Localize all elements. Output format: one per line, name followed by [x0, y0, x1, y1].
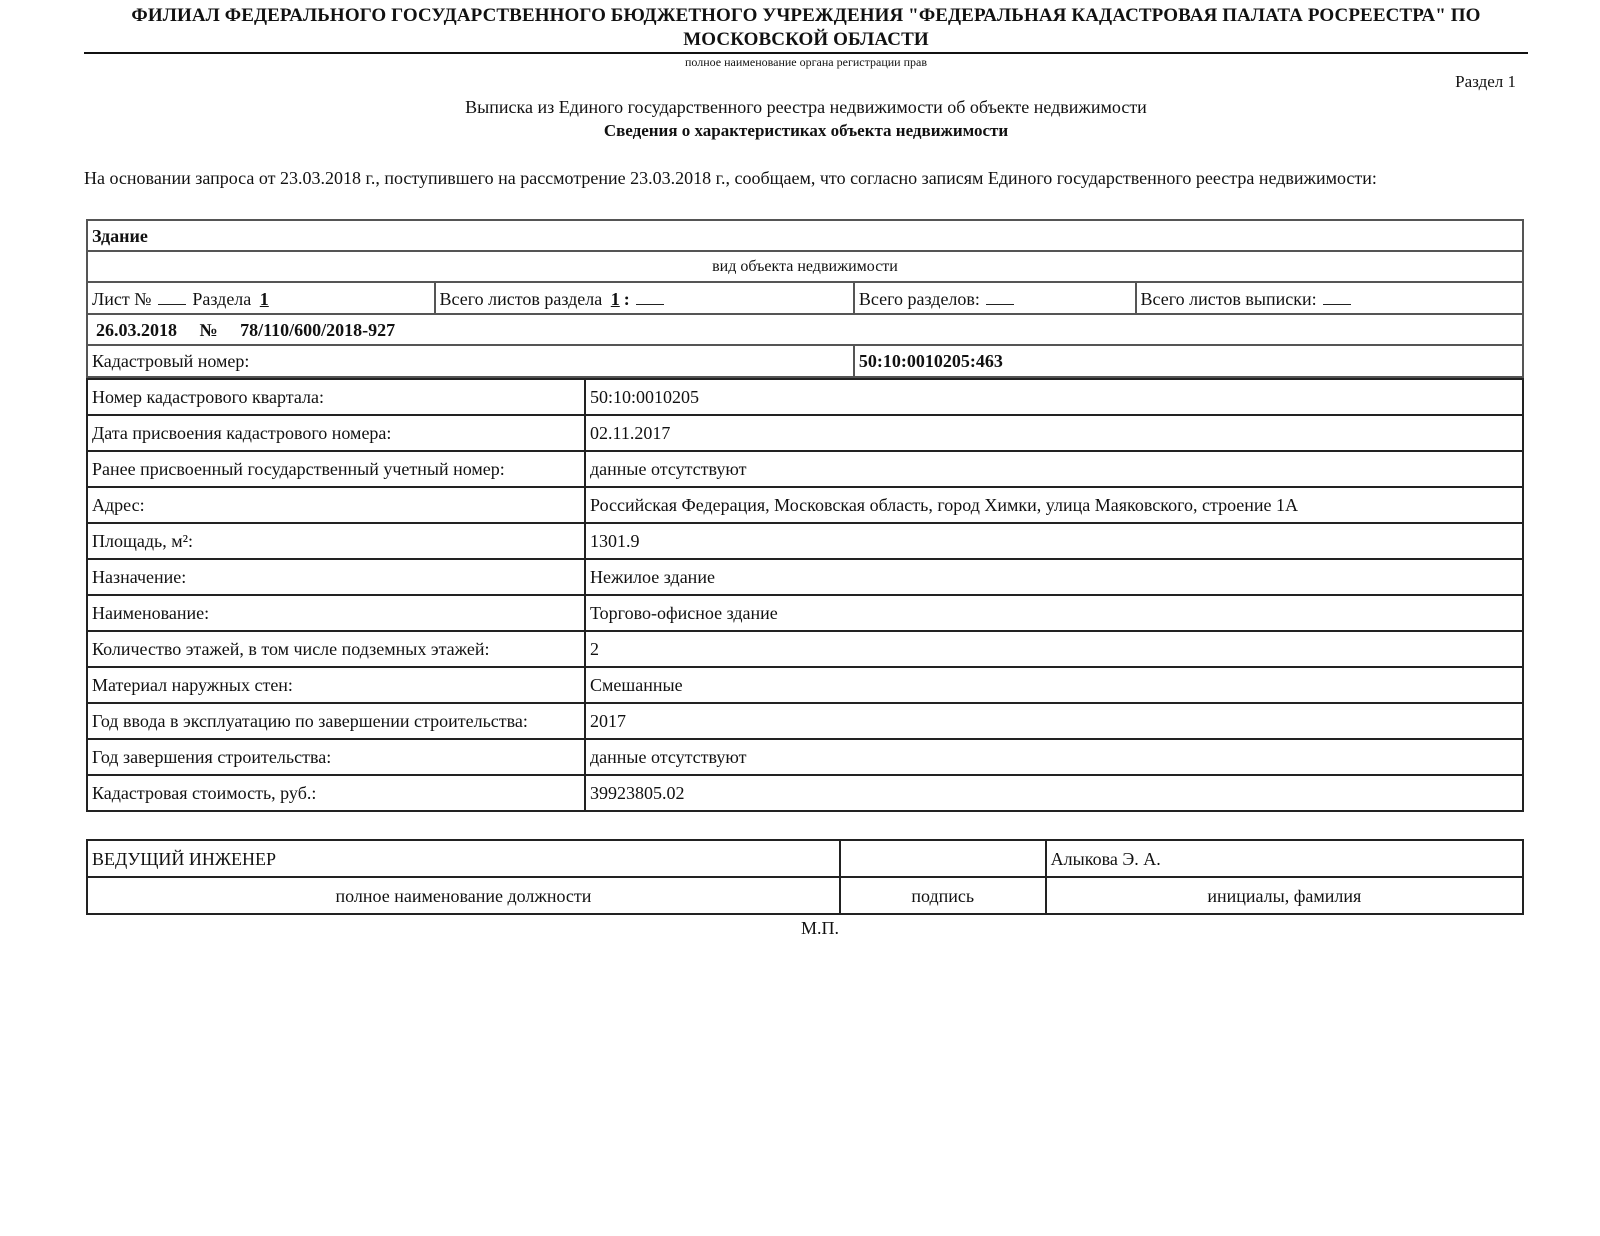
total-sections-cell: [854, 282, 1136, 314]
sheet-label: Лист №: [92, 288, 152, 309]
table-row: [87, 487, 1523, 523]
section-label: Раздел 1: [1455, 72, 1516, 91]
row-label: Материал наружных стен:: [87, 667, 585, 703]
position-caption: полное наименование должности: [87, 877, 840, 914]
row-label: Назначение:: [87, 559, 585, 595]
table-row: [87, 451, 1523, 487]
total-sheets-section-number: 1: [610, 288, 620, 309]
table-row: [87, 415, 1523, 451]
row-label: Кадастровая стоимость, руб.:: [87, 775, 585, 811]
document-subtitle: Сведения о характеристиках объекта недвижимости: [603, 121, 1009, 140]
record-date-number: [87, 314, 1523, 345]
row-value: 50:10:0010205: [585, 379, 1523, 415]
row-value: Торгово-офисное здание: [585, 595, 1523, 631]
characteristics-table: [86, 378, 1524, 812]
signature-table: [86, 839, 1524, 915]
total-sheets-blank: [1323, 288, 1351, 305]
signer-position: ВЕДУЩИЙ ИНЖЕНЕР: [87, 840, 840, 877]
table-row: [87, 775, 1523, 811]
cadastral-number-label: Кадастровый номер:: [87, 345, 854, 377]
record-date: 26.03.2018: [96, 319, 177, 340]
table-row: [87, 595, 1523, 631]
row-value: 02.11.2017: [585, 415, 1523, 451]
intro-paragraph: На основании запроса от 23.03.2018 г., поступившего на рассмотрение 23.03.2018 г., сообщаем, что согласно записям Единого государственного реестра недвижимости:: [84, 168, 1377, 188]
section-word: Раздела: [192, 288, 252, 309]
stamp-place: М.П.: [800, 918, 839, 938]
sheet-number-cell: [87, 282, 435, 314]
row-label: Площадь, м²:: [87, 523, 585, 559]
org-name: ФИЛИАЛ ФЕДЕРАЛЬНОГО ГОСУДАРСТВЕННОГО БЮДЖЕТНОГО УЧРЕЖДЕНИЯ "ФЕДЕРАЛЬНАЯ КАДАСТРОВАЯ ПАЛАТА РОСРЕЕСТРА" ПО МОСКОВСКОЙ ОБЛАСТИ: [131, 5, 1481, 50]
row-label: Количество этажей, в том числе подземных этажей:: [87, 631, 585, 667]
table-row: [87, 667, 1523, 703]
total-sheets-label: Всего листов выписки:: [1140, 288, 1317, 309]
table-row: [87, 703, 1523, 739]
org-caption: полное наименование органа регистрации прав: [684, 55, 928, 69]
row-value: 1301.9: [585, 523, 1523, 559]
number-sign: №: [199, 319, 218, 340]
row-value: данные отсутствуют: [585, 451, 1523, 487]
table-row: [87, 631, 1523, 667]
row-label: Наименование:: [87, 595, 585, 631]
record-number: 78/110/600/2018-927: [240, 319, 396, 340]
row-value: данные отсутствуют: [585, 739, 1523, 775]
table-row: [87, 523, 1523, 559]
section-number: 1: [259, 288, 269, 309]
total-sheets-section-label: Всего листов раздела: [439, 288, 603, 309]
row-value: Российская Федерация, Московская область, город Химки, улица Маяковского, строение 1А: [585, 487, 1523, 523]
table-row: [87, 379, 1523, 415]
total-sections-label: Всего разделов:: [858, 288, 980, 309]
row-value: 2017: [585, 703, 1523, 739]
table-row: [87, 559, 1523, 595]
object-kind-caption: вид объекта недвижимости: [87, 251, 1523, 282]
row-value: Смешанные: [585, 667, 1523, 703]
row-label: Адрес:: [87, 487, 585, 523]
document-title: Выписка из Единого государственного реестра недвижимости об объекте недвижимости: [465, 97, 1147, 117]
sheet-number-blank: [158, 288, 186, 305]
name-caption: инициалы, фамилия: [1046, 877, 1523, 914]
row-label: Год завершения строительства:: [87, 739, 585, 775]
row-label: Год ввода в эксплуатацию по завершении строительства:: [87, 703, 585, 739]
total-sheets-section-blank: [636, 288, 664, 305]
object-type: Здание: [87, 220, 1523, 251]
row-value: 39923805.02: [585, 775, 1523, 811]
row-value: Нежилое здание: [585, 559, 1523, 595]
row-label: Дата присвоения кадастрового номера:: [87, 415, 585, 451]
row-label: Ранее присвоенный государственный учетный номер:: [87, 451, 585, 487]
org-name-underline: [84, 52, 1528, 54]
total-sheets-cell: [1136, 282, 1523, 314]
total-sections-blank: [986, 288, 1014, 305]
cadastral-number-value: 50:10:0010205:463: [854, 345, 1523, 377]
table-row: [87, 739, 1523, 775]
total-sheets-section-cell: Всего листов раздела 1 :: [435, 282, 854, 314]
signer-name: Алыкова Э. А.: [1046, 840, 1523, 877]
row-value: 2: [585, 631, 1523, 667]
row-label: Номер кадастрового квартала:: [87, 379, 585, 415]
signature-caption: подпись: [840, 877, 1046, 914]
signature-field: [840, 840, 1046, 877]
object-header-table: [86, 219, 1524, 378]
